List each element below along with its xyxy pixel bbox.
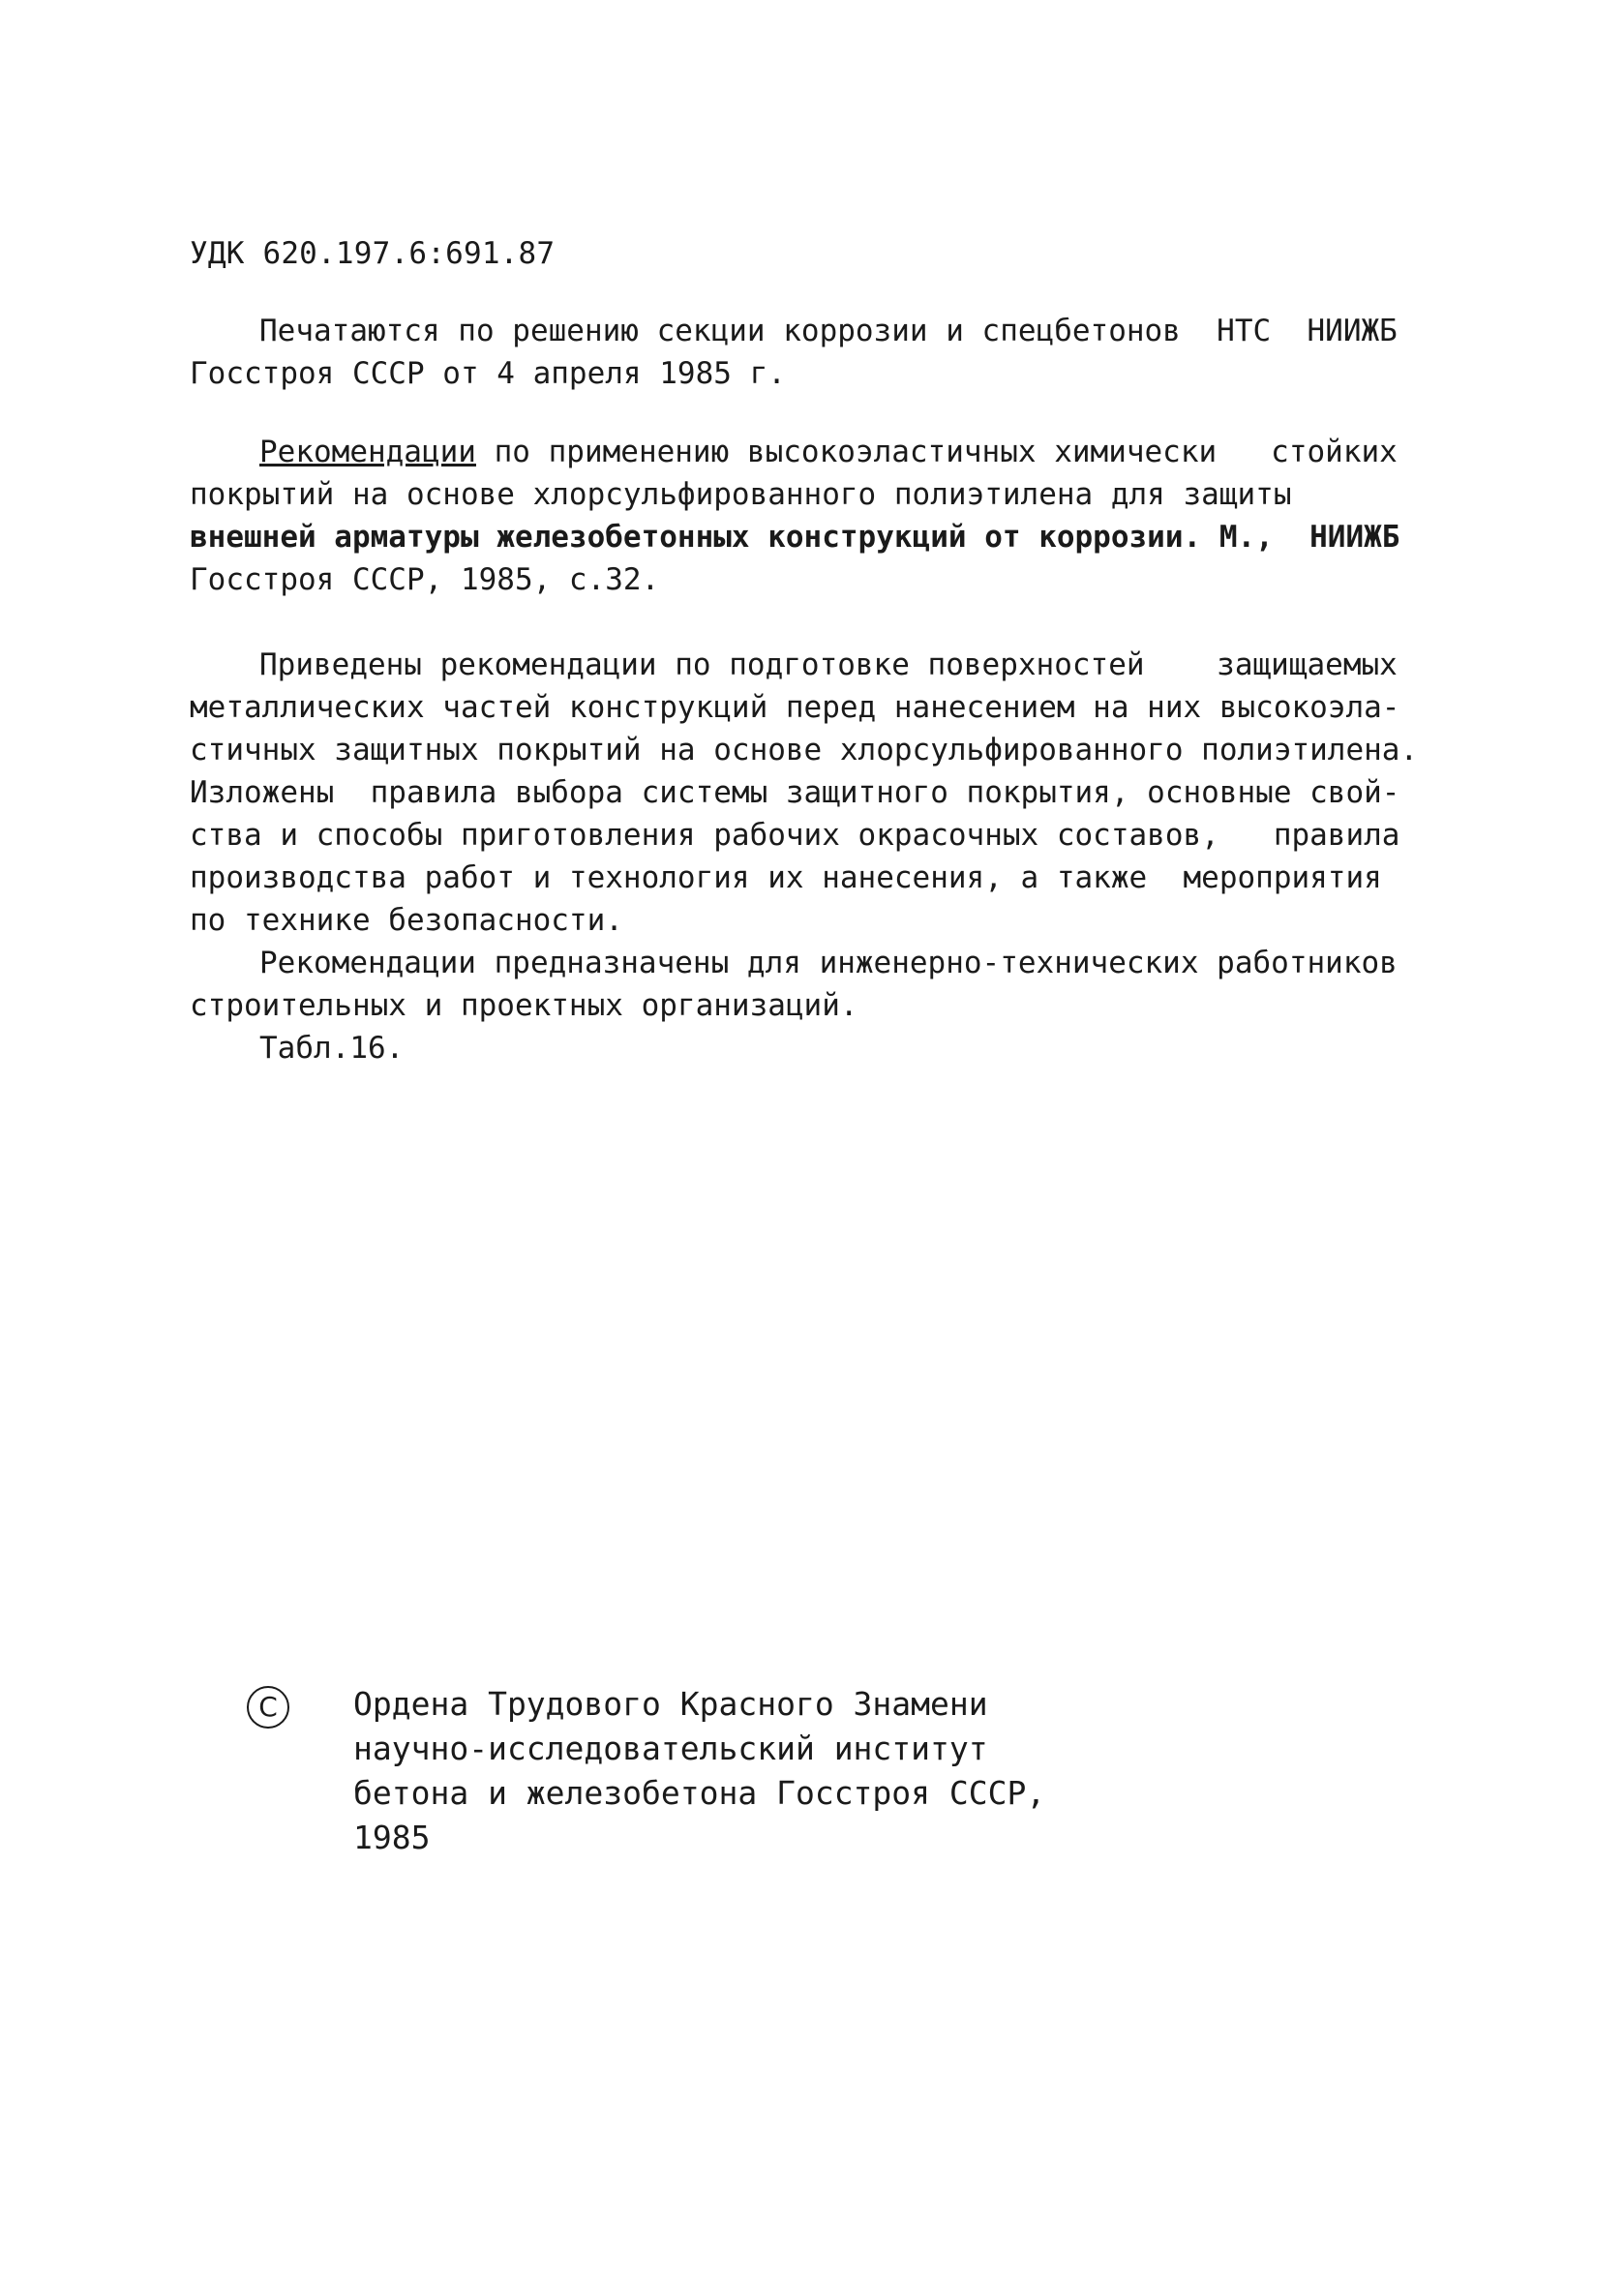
abstract-line: металлических частей конструкций перед нанесением на них высокоэла- (190, 690, 1400, 725)
citation-line: Госстроя СССР, 1985, с.32. (190, 562, 660, 597)
abstract-line: Рекомендации предназначены для инженерно-технических работников (259, 946, 1398, 980)
abstract-line: по технике безопасности. (190, 903, 623, 938)
abstract-line: Изложены правила выбора системы защитного покрытия, основные свой- (190, 775, 1400, 810)
abstract (190, 644, 1458, 1069)
publisher-line: бетона и железобетона Госстроя СССР, (353, 1774, 1046, 1812)
citation-line: покрытий на основе хлорсульфированного полиэтилена для защиты (190, 477, 1292, 512)
citation-line (190, 431, 1448, 473)
publication-note-line: Печатаются по решению секции коррозии и спецбетонов НТС НИИЖБ (259, 314, 1398, 348)
abstract-line: строительных и проектных организаций. (190, 988, 858, 1023)
citation-title-word: Рекомендации (259, 435, 476, 469)
abstract-line: производства работ и технология их нанесения, а также мероприятия (190, 860, 1382, 895)
publisher-info (353, 1682, 1045, 1860)
citation-line-rest: по применению высокоэластичных химически стойких (475, 435, 1398, 469)
copyright-symbol: C (258, 1691, 278, 1723)
publication-note-line: Госстроя СССР от 4 апреля 1985 г. (190, 356, 786, 391)
abstract-line: Приведены рекомендации по подготовке поверхностей защищаемых (259, 647, 1398, 682)
abstract-line: стичных защитных покрытий на основе хлорсульфированного полиэтилена. (190, 733, 1419, 767)
abstract-line: ства и способы приготовления рабочих окрасочных составов, правила (190, 818, 1400, 853)
bibliographic-citation (190, 431, 1448, 601)
udc-code: УДК 620.197.6:691.87 (190, 236, 556, 271)
table-count: Табл.16. (259, 1031, 405, 1066)
copyright-icon (247, 1686, 289, 1729)
publisher-line: научно-исследовательский институт (353, 1730, 988, 1767)
publication-note (190, 310, 1448, 395)
citation-line: внешней арматуры железобетонных конструкций от коррозии. М., НИИЖБ (190, 520, 1400, 555)
publisher-year: 1985 (353, 1819, 431, 1856)
publisher-line: Ордена Трудового Красного Знамени (353, 1685, 988, 1723)
